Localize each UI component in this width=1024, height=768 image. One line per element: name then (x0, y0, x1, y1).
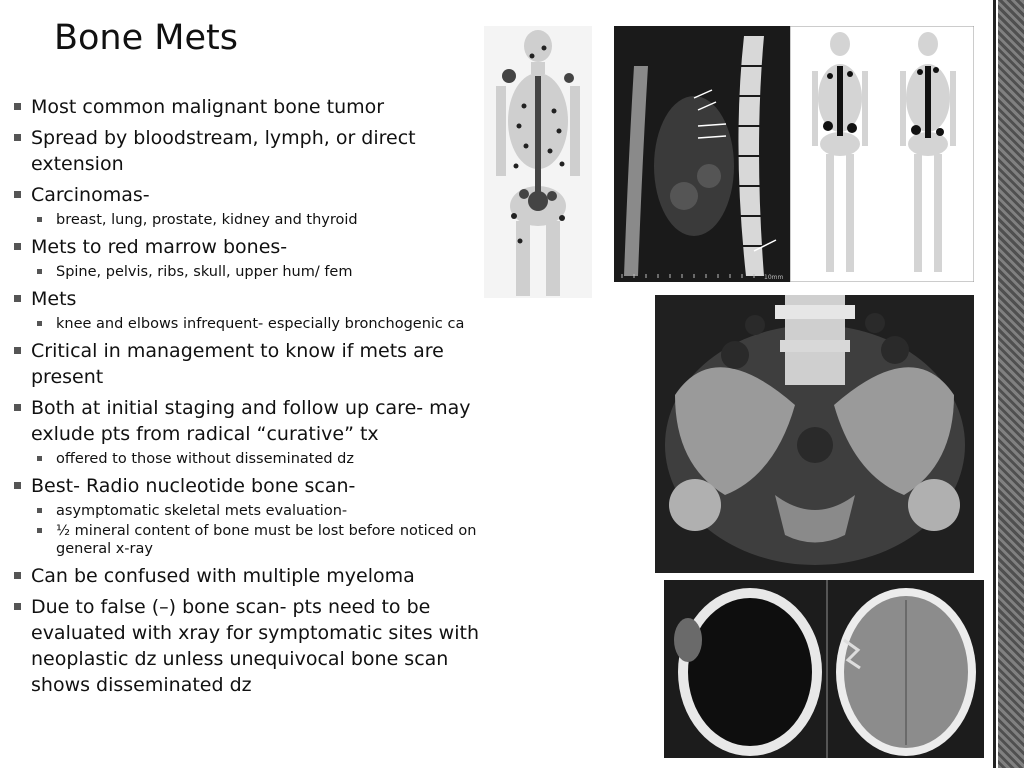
ct-spine-image (614, 26, 790, 282)
sub-bullet-item: offered to those without disseminated dz (31, 450, 498, 468)
bullet-text: Critical in management to know if mets are present (31, 340, 444, 388)
bullet-item (12, 125, 498, 177)
bullet-text: Both at initial staging and follow up care- may exlude pts from radical “curative” tx (31, 397, 471, 445)
sub-bullet-list (31, 263, 498, 281)
sub-bullet-item: asymptomatic skeletal mets evaluation- (31, 502, 498, 520)
bullet-text: Spread by bloodstream, lymph, or direct extension (31, 127, 416, 175)
bullet-item (12, 286, 498, 333)
bone-scan-image (484, 26, 592, 298)
decorative-side-stripes (990, 0, 1024, 768)
bullet-item (12, 473, 498, 558)
bullet-text: Can be confused with multiple myeloma (31, 565, 415, 587)
bullet-item (12, 94, 498, 120)
sub-bullet-item: breast, lung, prostate, kidney and thyroid (31, 211, 498, 229)
bullet-text: Best- Radio nucleotide bone scan- (31, 475, 356, 497)
bullet-text: Carcinomas- (31, 184, 150, 206)
bullet-item (12, 594, 498, 698)
slide-title: Bone Mets (54, 18, 238, 58)
sub-bullet-list (31, 502, 498, 558)
bullet-item (12, 234, 498, 281)
bullet-list (12, 94, 498, 698)
ct-scale-label: 10mm (764, 274, 784, 281)
bullet-item (12, 563, 498, 589)
bullet-text: Due to false (–) bone scan- pts need to be evaluated with xray for symptomatic sites with neoplastic dz unless unequivocal bone scan shows disseminated dz (31, 596, 479, 696)
skull-ct-image (664, 580, 984, 758)
bullet-item (12, 338, 498, 390)
sub-bullet-item: ½ mineral content of bone must be lost before noticed on general x-ray (31, 522, 498, 558)
bullet-text: Mets to red marrow bones- (31, 236, 288, 258)
pelvis-xray-image (655, 295, 974, 573)
sub-bullet-item: Spine, pelvis, ribs, skull, upper hum/ fem (31, 263, 498, 281)
sub-bullet-list (31, 450, 498, 468)
sub-bullet-list (31, 315, 498, 333)
whole-body-bone-scan-image (790, 26, 974, 282)
bullet-item (12, 182, 498, 229)
bullet-text: Mets (31, 288, 77, 310)
sub-bullet-list (31, 211, 498, 229)
bullet-text: Most common malignant bone tumor (31, 96, 385, 118)
sub-bullet-item: knee and elbows infrequent- especially bronchogenic ca (31, 315, 498, 333)
bullet-item (12, 395, 498, 468)
